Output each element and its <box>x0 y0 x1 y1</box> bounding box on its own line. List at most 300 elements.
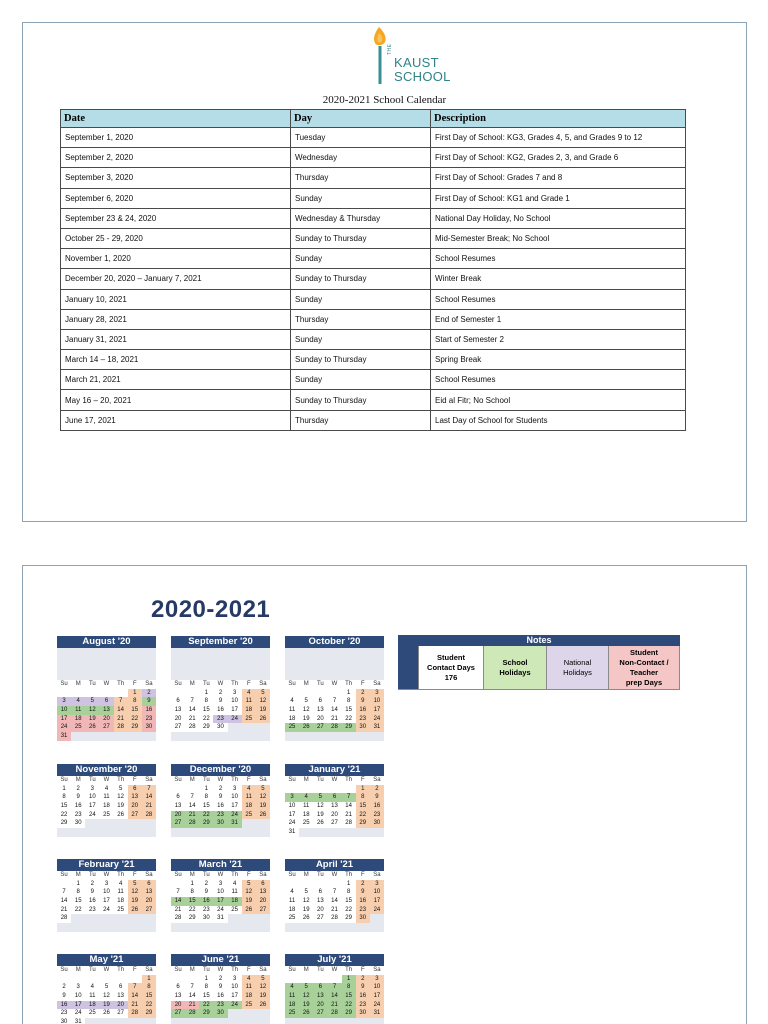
day-name-label: Th <box>342 680 356 689</box>
day-cell: 27 <box>128 811 142 820</box>
table-row <box>61 309 686 329</box>
day-cell: Thursday <box>291 168 431 188</box>
empty-day-cell <box>313 880 327 889</box>
day-cell: 30 <box>60 1019 68 1024</box>
empty-day-cell <box>142 732 156 741</box>
day-cell: 1 <box>346 880 351 887</box>
empty-day-cell <box>128 1018 142 1024</box>
day-name-label: Tu <box>313 871 327 880</box>
day-name-label: W <box>213 776 227 785</box>
day-cell: 3 <box>370 689 384 698</box>
day-cell: 6 <box>118 984 123 991</box>
day-cell: 21 <box>331 715 338 722</box>
month-calendar <box>57 859 156 932</box>
empty-day-cell <box>242 1009 256 1018</box>
day-cell: 14 <box>128 992 142 1001</box>
day-name-label: Tu <box>85 871 99 880</box>
empty-day-cell <box>285 923 299 932</box>
day-cell: 18 <box>242 706 256 715</box>
day-name-label: F <box>242 680 256 689</box>
empty-day-cell <box>57 828 71 837</box>
month-header: January '21 <box>285 764 384 776</box>
day-cell: Wednesday & Thursday <box>291 208 431 228</box>
day-cell: 3 <box>232 785 237 792</box>
day-cell: 14 <box>188 993 196 1000</box>
day-cell: 15 <box>345 898 352 905</box>
empty-day-cell <box>299 828 313 837</box>
day-name-label: M <box>185 871 199 880</box>
day-cell: 6 <box>256 880 270 889</box>
day-name-label: F <box>128 871 142 880</box>
day-cell: 17 <box>370 706 384 715</box>
day-cell: 30 <box>356 914 370 923</box>
day-cell: 30 <box>74 820 82 827</box>
day-cell: Sunday to Thursday <box>291 269 431 289</box>
description-cell: End of Semester 1 <box>431 309 686 329</box>
day-cell: 1 <box>204 785 209 792</box>
legend-national-line2: Holidays <box>563 667 592 677</box>
day-cell: 23 <box>74 811 82 818</box>
month-calendar <box>171 636 270 741</box>
day-cell: 14 <box>114 706 128 715</box>
day-cell: 20 <box>174 715 182 722</box>
legend-holidays-line1: School <box>502 657 528 667</box>
day-cell: 19 <box>317 811 324 818</box>
day-name-label: W <box>327 680 341 689</box>
day-cell: 11 <box>231 889 238 896</box>
empty-day-cell <box>242 828 256 837</box>
day-cell: 18 <box>302 811 310 818</box>
empty-day-cell <box>299 785 313 794</box>
day-cell: 9 <box>218 698 223 705</box>
day-cell: 9 <box>90 889 95 896</box>
day-cell: Sunday <box>291 188 431 208</box>
day-cell: 1 <box>204 689 209 696</box>
day-cell: 9 <box>370 793 384 802</box>
empty-day-cell <box>57 975 71 984</box>
day-name-label: W <box>99 871 113 880</box>
column-header-day: Day <box>291 110 431 128</box>
empty-day-cell <box>228 923 242 932</box>
month-header: March '21 <box>171 859 270 871</box>
empty-day-cell <box>242 1018 256 1024</box>
day-name-label: F <box>356 776 370 785</box>
empty-day-cell <box>228 1018 242 1024</box>
day-cell: 7 <box>62 889 66 896</box>
day-cell: 24 <box>370 715 384 724</box>
empty-day-cell <box>342 732 356 741</box>
table-row <box>61 188 686 208</box>
description-cell: Start of Semester 2 <box>431 329 686 349</box>
day-cell: 15 <box>203 803 210 810</box>
day-cell: 29 <box>60 820 68 827</box>
empty-day-cell <box>285 1018 299 1024</box>
empty-day-cell <box>313 828 327 837</box>
day-name-label: F <box>128 680 142 689</box>
day-cell: 8 <box>356 793 370 802</box>
day-cell: 23 <box>89 906 96 913</box>
day-cell: 12 <box>302 707 310 714</box>
day-cell: 11 <box>71 706 85 715</box>
empty-day-cell <box>342 923 356 932</box>
day-cell: Thursday <box>291 309 431 329</box>
table-row <box>61 269 686 289</box>
day-name-label: Sa <box>370 680 384 689</box>
date-cell: March 14 – 18, 2021 <box>61 350 291 370</box>
empty-day-cell <box>114 1018 128 1024</box>
notes-title: Notes <box>398 635 680 646</box>
empty-day-cell <box>171 828 185 837</box>
empty-day-cell <box>228 1009 242 1018</box>
day-cell: 25 <box>302 820 310 827</box>
day-name-label: W <box>213 680 227 689</box>
day-cell: 8 <box>204 698 209 705</box>
empty-day-cell <box>256 1018 270 1024</box>
empty-day-cell <box>299 732 313 741</box>
day-cell: 26 <box>299 723 313 732</box>
day-name-label: F <box>242 776 256 785</box>
date-cell: January 28, 2021 <box>61 309 291 329</box>
empty-day-cell <box>71 828 85 837</box>
month-header: August '20 <box>57 636 156 648</box>
day-cell: 19 <box>302 906 310 913</box>
month-blank-area <box>171 648 270 680</box>
day-name-label: Th <box>228 966 242 975</box>
day-cell: 25 <box>242 1001 256 1010</box>
empty-day-cell <box>128 819 142 828</box>
empty-day-cell <box>99 975 113 984</box>
day-cell: 10 <box>74 993 82 1000</box>
legend-contact-count: 176 <box>444 672 458 682</box>
empty-day-cell <box>185 975 199 984</box>
day-cell: 20 <box>317 715 324 722</box>
day-cell: 11 <box>285 992 299 1001</box>
day-cell: 18 <box>103 803 110 810</box>
day-cell: 15 <box>142 992 156 1001</box>
day-cell: Sunday <box>291 249 431 269</box>
day-name-label: Su <box>57 776 71 785</box>
month-blank-area <box>285 648 384 680</box>
day-cell: 5 <box>299 983 313 992</box>
empty-day-cell <box>256 819 270 828</box>
day-name-label: Tu <box>85 966 99 975</box>
day-cell: 6 <box>318 698 323 705</box>
day-cell: 22 <box>128 715 142 724</box>
day-cell: 15 <box>345 707 352 714</box>
day-name-label: Su <box>57 871 71 880</box>
day-cell: 31 <box>228 819 242 828</box>
empty-day-cell <box>313 975 327 984</box>
empty-day-cell <box>370 923 384 932</box>
day-cell: 22 <box>199 1001 213 1010</box>
day-name-label: W <box>327 871 341 880</box>
empty-day-cell <box>142 923 156 932</box>
day-cell: 15 <box>203 993 210 1000</box>
day-cell: 23 <box>370 811 384 820</box>
table-row <box>61 128 686 148</box>
day-cell: 15 <box>342 992 356 1001</box>
day-cell: 29 <box>203 724 210 731</box>
day-name-label: W <box>99 680 113 689</box>
day-name-label: M <box>71 776 85 785</box>
day-cell: 20 <box>317 906 324 913</box>
description-cell: Spring Break <box>431 350 686 370</box>
day-name-label: F <box>356 680 370 689</box>
logo-kaust-text: KAUST <box>394 55 439 70</box>
day-name-label: Th <box>342 966 356 975</box>
day-cell: 9 <box>218 984 223 991</box>
day-cell: 3 <box>90 785 95 792</box>
day-cell: 23 <box>356 906 370 915</box>
date-cell: December 20, 2020 – January 7, 2021 <box>61 269 291 289</box>
day-name-label: M <box>71 680 85 689</box>
day-cell: 29 <box>128 723 142 732</box>
empty-day-cell <box>285 732 299 741</box>
day-name-label: Su <box>285 680 299 689</box>
day-cell: 8 <box>346 889 351 896</box>
day-name-label: Sa <box>142 776 156 785</box>
empty-day-cell <box>171 975 185 984</box>
day-cell: 9 <box>142 697 156 706</box>
table-row <box>61 168 686 188</box>
empty-day-cell <box>114 923 128 932</box>
day-cell: 1 <box>62 785 66 792</box>
day-cell: 21 <box>327 1001 341 1010</box>
day-cell: 23 <box>142 715 156 724</box>
day-cell: 16 <box>57 1001 71 1010</box>
day-cell: 28 <box>327 1009 341 1018</box>
day-name-label: M <box>299 680 313 689</box>
table-row <box>61 370 686 390</box>
day-cell: 16 <box>217 993 224 1000</box>
day-name-label: Su <box>171 871 185 880</box>
day-grid <box>171 680 270 741</box>
day-cell: 21 <box>60 906 68 913</box>
day-cell: 16 <box>142 706 156 715</box>
day-cell: 27 <box>317 915 324 922</box>
empty-day-cell <box>342 828 356 837</box>
empty-day-cell <box>85 732 99 741</box>
empty-day-cell <box>213 923 227 932</box>
empty-day-cell <box>299 1018 313 1024</box>
day-cell: 16 <box>217 707 224 714</box>
day-cell: 18 <box>288 906 296 913</box>
day-cell: 17 <box>103 898 110 905</box>
day-cell: 14 <box>171 897 185 906</box>
empty-day-cell <box>370 914 384 923</box>
day-cell: 13 <box>331 803 338 810</box>
day-cell: 21 <box>114 715 128 724</box>
day-cell: 5 <box>304 698 308 705</box>
day-cell: 31 <box>57 732 71 741</box>
table-row <box>61 249 686 269</box>
day-cell: 19 <box>117 803 124 810</box>
day-cell: 1 <box>190 880 194 887</box>
day-cell: 24 <box>74 1010 82 1017</box>
description-cell: Winter Break <box>431 269 686 289</box>
day-cell: 13 <box>142 888 156 897</box>
day-cell: 12 <box>256 983 270 992</box>
day-cell: 21 <box>142 802 156 811</box>
day-cell: 27 <box>331 820 338 827</box>
empty-day-cell <box>242 723 256 732</box>
day-cell: 25 <box>71 723 85 732</box>
day-cell: 29 <box>199 1009 213 1018</box>
day-cell: 14 <box>60 898 68 905</box>
day-cell: 22 <box>199 811 213 820</box>
day-cell: 8 <box>62 794 66 801</box>
empty-day-cell <box>285 975 299 984</box>
empty-day-cell <box>57 689 71 698</box>
day-name-label: Sa <box>256 776 270 785</box>
day-cell: 2 <box>218 785 223 792</box>
day-name-label: Th <box>342 871 356 880</box>
empty-day-cell <box>199 732 213 741</box>
date-cell: September 6, 2020 <box>61 188 291 208</box>
day-name-label: Su <box>171 680 185 689</box>
day-cell: 21 <box>185 1001 199 1010</box>
day-cell: 20 <box>331 811 338 818</box>
day-cell: 7 <box>190 698 194 705</box>
calendar-title: 2020-2021 School Calendar <box>322 94 447 106</box>
day-cell: 8 <box>142 983 156 992</box>
empty-day-cell <box>370 828 384 837</box>
day-cell: 10 <box>370 983 384 992</box>
empty-day-cell <box>128 923 142 932</box>
day-cell: 4 <box>290 889 294 896</box>
day-cell: 6 <box>142 880 156 889</box>
date-cell: September 1, 2020 <box>61 128 291 148</box>
day-cell: 7 <box>176 889 180 896</box>
day-cell: 31 <box>217 915 224 922</box>
empty-day-cell <box>57 923 71 932</box>
day-cell: 13 <box>174 993 182 1000</box>
day-name-label: Th <box>228 680 242 689</box>
month-header: May '21 <box>57 954 156 966</box>
day-cell: 4 <box>118 880 123 887</box>
day-cell: 10 <box>370 888 384 897</box>
day-cell: 17 <box>71 1001 85 1010</box>
day-cell: 25 <box>89 1010 96 1017</box>
month-calendar <box>285 859 384 932</box>
day-cell: 19 <box>85 715 99 724</box>
empty-day-cell <box>327 1018 341 1024</box>
day-name-label: Su <box>285 966 299 975</box>
month-header: June '21 <box>171 954 270 966</box>
day-name-label: F <box>242 966 256 975</box>
day-cell: 21 <box>188 715 196 722</box>
month-header: February '21 <box>57 859 156 871</box>
day-cell: 28 <box>174 915 182 922</box>
empty-day-cell <box>85 975 99 984</box>
day-cell: 2 <box>76 785 80 792</box>
legend-national-line1: National <box>563 657 592 667</box>
day-cell: 5 <box>242 880 256 889</box>
day-name-label: Th <box>114 966 128 975</box>
day-cell: 5 <box>128 880 142 889</box>
day-name-label: Su <box>285 871 299 880</box>
day-cell: 5 <box>85 697 99 706</box>
day-cell: 26 <box>317 820 324 827</box>
day-cell: 17 <box>213 897 227 906</box>
day-cell: 3 <box>57 697 71 706</box>
date-cell: January 10, 2021 <box>61 289 291 309</box>
day-cell: 19 <box>299 1001 313 1010</box>
day-cell: 25 <box>242 715 256 724</box>
day-cell: 30 <box>356 1009 370 1018</box>
day-cell: 19 <box>256 706 270 715</box>
month-calendar <box>171 954 270 1024</box>
empty-day-cell <box>99 1018 113 1024</box>
day-cell: 9 <box>62 993 66 1000</box>
empty-day-cell <box>327 975 341 984</box>
day-cell: 31 <box>370 1009 384 1018</box>
day-cell: 4 <box>299 793 313 802</box>
date-cell: September 2, 2020 <box>61 148 291 168</box>
day-name-label: Tu <box>199 966 213 975</box>
day-name-label: Sa <box>256 966 270 975</box>
day-name-label: F <box>356 871 370 880</box>
day-cell: 16 <box>356 706 370 715</box>
day-cell: 31 <box>370 723 384 732</box>
day-cell: 25 <box>231 906 238 913</box>
day-cell: 2 <box>356 975 370 984</box>
day-cell: 1 <box>356 785 370 794</box>
day-cell: 5 <box>304 889 308 896</box>
day-cell: 5 <box>256 689 270 698</box>
empty-day-cell <box>356 923 370 932</box>
day-cell: 12 <box>256 697 270 706</box>
empty-day-cell <box>185 923 199 932</box>
day-grid <box>171 871 270 932</box>
day-cell: 17 <box>231 707 238 714</box>
day-cell: 16 <box>74 803 82 810</box>
description-cell: First Day of School: Grades 7 and 8 <box>431 168 686 188</box>
day-cell: 26 <box>117 811 124 818</box>
day-cell: 24 <box>228 1001 242 1010</box>
table-row <box>61 148 686 168</box>
day-cell: 4 <box>285 983 299 992</box>
day-cell: 22 <box>356 811 370 820</box>
day-cell: 6 <box>99 697 113 706</box>
empty-day-cell <box>299 923 313 932</box>
day-cell: 10 <box>103 889 110 896</box>
empty-day-cell <box>85 689 99 698</box>
day-cell: 26 <box>256 715 270 724</box>
day-cell: 4 <box>242 785 256 794</box>
day-name-label: Sa <box>370 776 384 785</box>
day-name-label: Tu <box>313 776 327 785</box>
day-cell: 27 <box>174 724 182 731</box>
empty-day-cell <box>114 828 128 837</box>
day-cell: 9 <box>356 697 370 706</box>
day-cell: 18 <box>242 992 256 1001</box>
empty-day-cell <box>171 732 185 741</box>
date-cell: June 17, 2021 <box>61 410 291 430</box>
day-name-label: M <box>71 966 85 975</box>
day-cell: 24 <box>57 723 71 732</box>
day-cell: 11 <box>242 697 256 706</box>
day-cell: 12 <box>128 888 142 897</box>
day-name-label: Su <box>171 776 185 785</box>
day-cell: 17 <box>89 803 96 810</box>
day-cell: 18 <box>228 897 242 906</box>
day-cell: 4 <box>104 785 109 792</box>
day-cell: 12 <box>302 898 310 905</box>
day-cell: 18 <box>285 1001 299 1010</box>
day-cell: 6 <box>176 794 180 801</box>
table-row <box>61 329 686 349</box>
